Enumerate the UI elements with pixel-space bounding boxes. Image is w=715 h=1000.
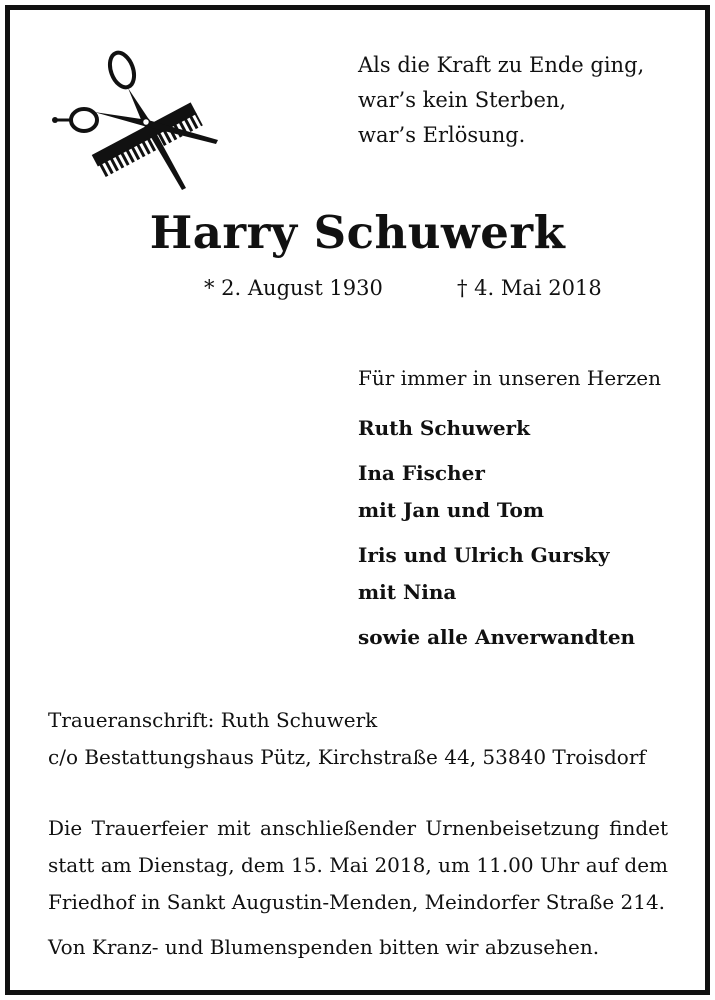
mourner-name: Ruth Schuwerk	[358, 416, 530, 440]
funeral-service-info	[48, 810, 668, 921]
birth-date: * 2. August 1930	[204, 276, 383, 300]
service-line: Die Trauerfeier mit anschließender Urnenbeisetzung findet	[48, 816, 668, 840]
mourner-name: mit Nina	[358, 580, 457, 604]
flowers-request: Von Kranz- und Blumenspenden bitten wir abzusehen.	[48, 935, 600, 959]
mourner-name: mit Jan und Tom	[358, 498, 545, 522]
service-line: Friedhof in Sankt Augustin-Menden, Meindorfer Straße 214.	[48, 890, 666, 914]
mourner-name: Ina Fischer	[358, 461, 485, 485]
address-line: c/o Bestattungshaus Pütz, Kirchstraße 44, 53840 Troisdorf	[48, 745, 646, 769]
mourner-name: Iris und Ulrich Gursky	[358, 543, 610, 567]
service-line: statt am Dienstag, dem 15. Mai 2018, um 11.00 Uhr auf dem	[48, 853, 668, 877]
memorial-quote	[358, 48, 644, 153]
quote-line: war’s Erlösung.	[358, 123, 526, 147]
mourners-intro: Für immer in unseren Herzen	[358, 366, 661, 390]
deceased-name: Harry Schuwerk	[149, 206, 566, 259]
mourner-name: sowie alle Anverwandten	[358, 625, 636, 649]
death-date: † 4. Mai 2018	[457, 276, 602, 300]
scissors-and-comb-icon	[50, 48, 220, 193]
quote-line: Als die Kraft zu Ende ging,	[358, 53, 645, 77]
address-line: Traueranschrift: Ruth Schuwerk	[48, 708, 378, 732]
obituary-notice	[5, 5, 710, 995]
mourning-address	[48, 702, 646, 776]
quote-line: war’s kein Sterben,	[358, 88, 567, 112]
mourners-list	[358, 360, 661, 656]
